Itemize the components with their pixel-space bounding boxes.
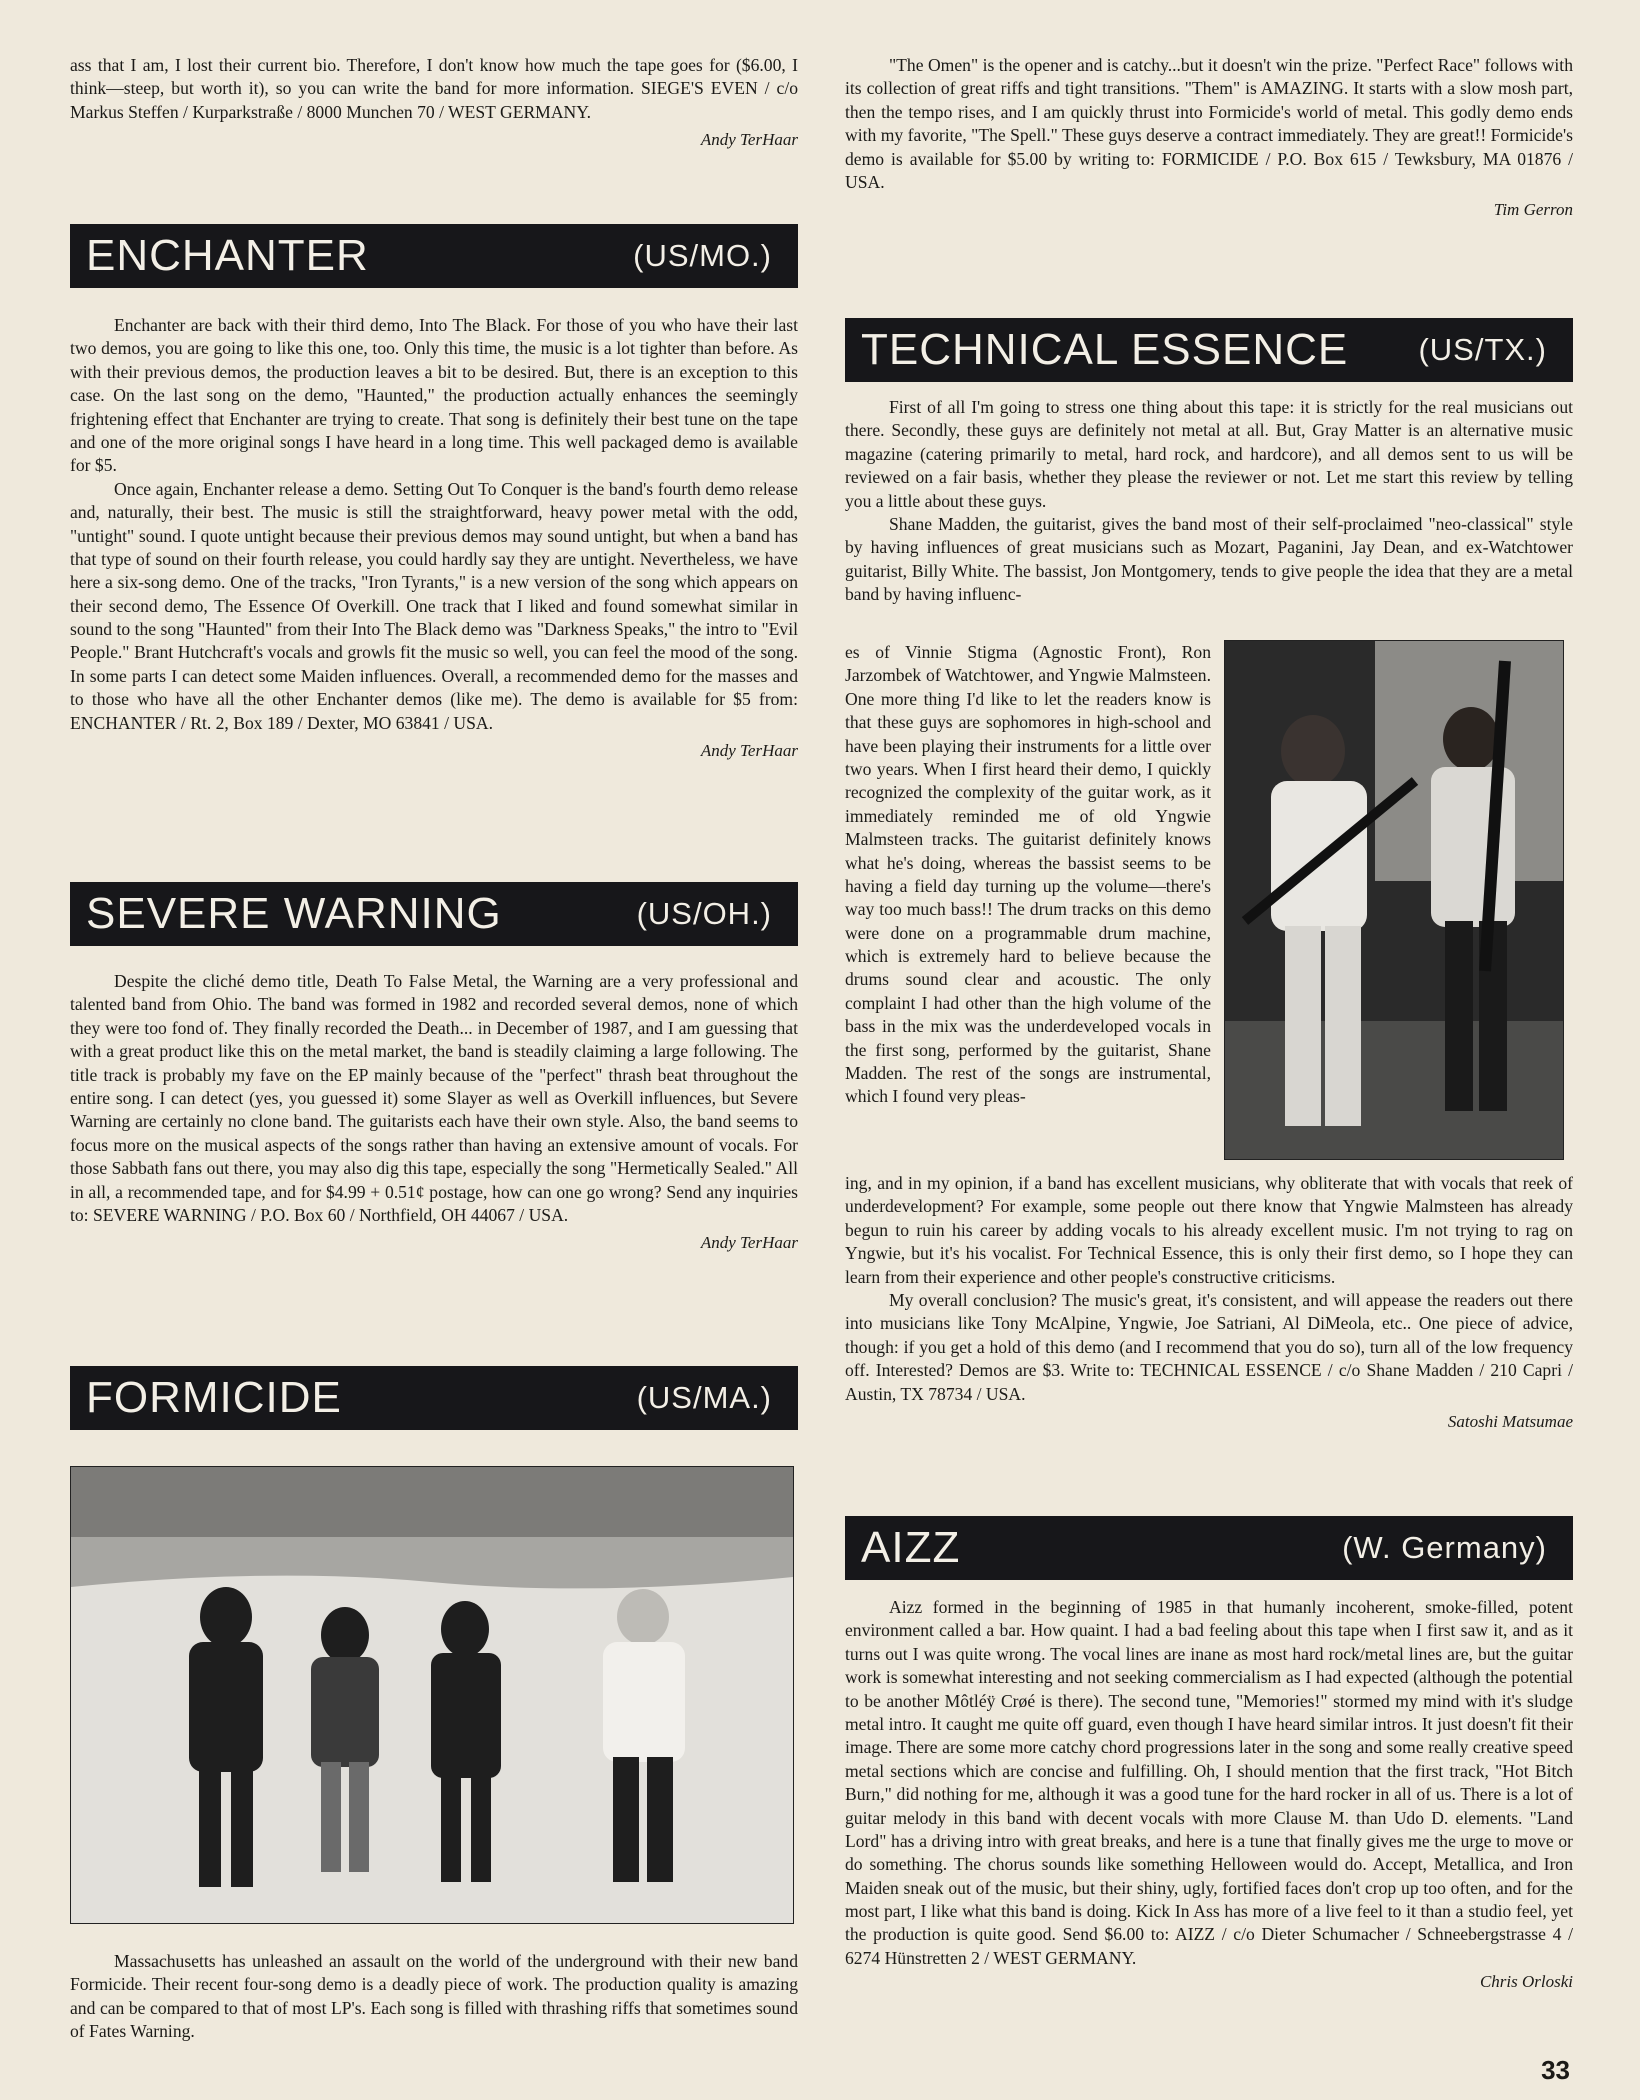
band-location: (US/TX.)	[1418, 332, 1547, 367]
review-paragraph: First of all I'm going to stress one thing about this tape: it is strictly for the real musicians out there. Secondly, these guys are definitely not metal at all. But, Gray Matter is an alternative music magazine (catering primarily to metal, hard rock, and hardcore), and all demos sent to us will be reviewed on a fair basis, whether they please the reviewer or not. Let me start this review by telling you a little about these guys.	[845, 397, 1573, 511]
band-location: (US/OH.)	[636, 896, 772, 931]
technical-essence-wrap-text	[845, 641, 1211, 1109]
formicide-review-start	[70, 1950, 798, 2044]
review-paragraph: Despite the cliché demo title, Death To False Metal, the Warning are a very professional and talented band from Ohio. The band was formed in 1982 and recorded several demos, none of which they were too fond of. They finally recorded the Death... in December of 1987, and I am guessing that with a great product like this on the metal market, the band is steadily claiming a large following. The title track is probably my fave on the EP mainly because of the "perfect" thrash beat throughout the entire song. I can detect (yes, you guessed it) some Slayer as well as Overkill influences, but Severe Warning are certainly no clone band. The guitarists each have their own style. Also, the band seems to focus more on the musical aspects of the songs rather than having an extensive amount of vocals. For those Sabbath fans out there, you may also dig this tape, especially the song "Hermetically Sealed." All in all, a recommended tape, and for $4.99 + 0.51¢ postage, how can one go wrong? Send any inquiries to: SEVERE WARNING / P.O. Box 60 / Northfield, OH 44067 / USA.	[70, 971, 798, 1225]
band-photo-image	[71, 1467, 793, 1923]
technical-essence-header	[845, 318, 1573, 382]
review-paragraph: Enchanter are back with their third demo, Into The Black. For those of you who have their last two demos, you are going to like this one, too. Only this time, the music is a lot tighter than before. As with their previous demos, the production leaves a bit to be desired. But, there is an exception to this case. On the last song on the demo, "Haunted," the production actually enhances the seemingly frightening effect that Enchanter are trying to create. That song is definitely their best tune on the tape and one of the more original songs I have heard in a long time. This well packaged demo is available for $5.	[70, 315, 798, 476]
review-paragraph: ing, and in my opinion, if a band has excellent musicians, why obliterate that with vocals that reek of underdevelopment? For example, some people out there know that Yngwie Malmsteen has already begun to ruin his career by adding vocals to his already excellent music. I'm not trying to rag on Yngwie, but it's his vocalist. For Technical Essence, this is only their first demo, so I hope they can learn from their experience and other people's constructive criticisms.	[845, 1173, 1573, 1287]
byline: Andy TerHaar	[700, 741, 798, 761]
formicide-band-photo	[70, 1466, 794, 1924]
technical-essence-review	[845, 396, 1573, 607]
page-number: 33	[1541, 2055, 1570, 2085]
formicide-review-end	[845, 54, 1573, 220]
band-name: TECHNICAL ESSENCE	[861, 325, 1349, 374]
review-paragraph: Once again, Enchanter release a demo. Setting Out To Conquer is the band's fourth demo release and, naturally, their best. The music is still the straightforward, heavy power metal with the odd, "untight" sound. I quote untight because their previous demos may sound untight, but when a band has that type of sound on their fourth release, you could hardly say they are untight. Nevertheless, we have here a six-song demo. One of the tracks, "Iron Tyrants," is a new version of the song which appears on their second demo, The Essence Of Overkill. One track that I liked and found somewhat similar in sound to the song "Haunted" from their Into The Black demo was "Darkness Speaks," the intro to "Evil People." Brant Hutchcraft's vocals and growls fit the music so well, you can feel the mood of the song. In some parts I can detect some Maiden influences. Overall, a recommended demo for the masses and to those who have all the other Enchanter demos (like me). The demo is available for $5 from: ENCHANTER / Rt. 2, Box 189 / Dexter, MO 63841 / USA.	[70, 478, 798, 733]
formicide-header	[70, 1366, 798, 1430]
review-paragraph: My overall conclusion? The music's great, it's consistent, and will appease the readers out there into musicians like Tony McAlpine, Yngwie, Joe Satriani, Al DiMeola, etc.. One piece of advice, though: if you get a hold of this demo (and I recommend that you do so), turn all of the low frequency off. Interested? Demos are $3. Write to: TECHNICAL ESSENCE / c/o Shane Madden / 210 Capri / Austin, TX 78734 / USA.	[845, 1289, 1573, 1404]
aizz-header	[845, 1516, 1573, 1580]
band-location: (US/MA.)	[636, 1380, 772, 1415]
review-paragraph: Aizz formed in the beginning of 1985 in that humanly incoherent, smoke-filled, potent environment called a bar. How quaint. I had a bad feeling about this tape when I first saw it, and as it turns out I was quite wrong. The vocal lines are inane as most hard rock/metal lines are, but the guitar work is somewhat interesting and not seeking commercialism as I had expected (although the potential to be another Môtléÿ Crøé is there). The second tune, "Memories!" stormed my mind with it's sludge metal intro. It caught me quite off guard, even though I have heard similar intros. It just doesn't fit their image. There are some more catchy chord progressions later in the song and some really creative speed metal sections which are concise and fulfilling. Oh, I should mention that the first track, "Hot Bitch Burn," did nothing for me, although it was a good tune for the hard rocker in all of us. There is a lot of guitar melody in this band with decent vocals with more Clause M. than Udo D. elements. "Land Lord" has a driving intro with great breaks, and here is a tune that finally gives me the urge to move or do something. The chorus sounds like something Helloween would do. Accept, Metallica, and Iron Maiden sneak out of the music, but their shiny, ugly, fortified faces don't crop up too often, and for the most part, I like what this band is doing. Kick In Ass has more of a live feel to it than a studio feel, yet the production is quite good. Send $6.00 to: AIZZ / c/o Dieter Schumacher / Schneebergstrasse 4 / 6274 Hünstretten 2 / WEST GERMANY.	[845, 1597, 1573, 1968]
severe-warning-review	[70, 970, 798, 1253]
review-paragraph: es of Vinnie Stigma (Agnostic Front), Ron Jarzombek of Watchtower, and Yngwie Malmsteen. One more thing I'd like to let the readers know is that these guys are sophomores in high-school and have been playing their instruments for a little over two years. When I first heard their demo, I quickly recognized the complexity of the guitar work, as it immediately reminded me of old Yngwie Malmsteen tracks. The guitarist definitely knows what he's doing, whereas the bassist seems to be having a field day turning up the volume—there's way too much bass!! The drum tracks on this demo were done on a programmable drum machine, which is extremely hard to believe because the drums sound clear and acoustic. The only complaint I had other than the high volume of the bass in the mix was the underdeveloped vocals in the first song, performed by the guitarist, Shane Madden. The rest of the songs are instrumental, which I found very pleas-	[845, 642, 1211, 1107]
siege-even-review-end	[70, 54, 798, 150]
band-location: (W. Germany)	[1342, 1530, 1547, 1565]
band-location: (US/MO.)	[633, 238, 772, 273]
severe-warning-header	[70, 882, 798, 946]
byline: Andy TerHaar	[700, 130, 798, 150]
byline: Satoshi Matsumae	[1447, 1411, 1573, 1431]
review-paragraph: "The Omen" is the opener and is catchy...but it doesn't win the prize. "Perfect Race" follows with its collection of great riffs and tight transitions. "Them" is AMAZING. It starts with a slow mosh part, then the tempo rises, and I am quickly thrust into Formicide's world of metal. This godly demo ends with my favorite, "The Spell." These guys deserve a contract immediately. They are great!! Formicide's demo is available for $5.00 by writing to: FORMICIDE / P.O. Box 615 / Tewksbury, MA 01876 / USA.	[845, 55, 1573, 192]
review-paragraph: Massachusetts has unleashed an assault on the world of the underground with their new band Formicide. Their recent four-song demo is a deadly piece of work. The production quality is amazing and can be compared to that of most LP's. Each song is filled with thrashing riffs that sometimes sound of Fates Warning.	[70, 1951, 798, 2042]
aizz-review	[845, 1596, 1573, 1992]
byline: Tim Gerron	[1493, 200, 1573, 220]
band-name: FORMICIDE	[86, 1373, 342, 1422]
band-name: SEVERE WARNING	[86, 889, 502, 938]
enchanter-header	[70, 224, 798, 288]
technical-essence-review-cont	[845, 1172, 1573, 1432]
band-photo-image	[1225, 641, 1563, 1159]
technical-essence-band-photo	[1224, 640, 1564, 1160]
byline: Chris Orloski	[1479, 1972, 1573, 1992]
review-text: ass that I am, I lost their current bio. Therefore, I don't know how much the tape goes for ($6.00, I think—steep, but worth it), so you can write the band for more information. SIEGE'S EVEN / c/o Markus Steffen / Kurparkstraße / 8000 Munchen 70 / WEST GERMANY.	[70, 55, 798, 122]
review-paragraph: Shane Madden, the guitarist, gives the band most of their self-proclaimed "neo-classical" style by having influences of great musicians such as Mozart, Paganini, Jay Dean, and ex-Watchtower guitarist, Billy White. The bassist, Jon Montgomery, tends to give people the idea that they are a metal band by having influenc-	[845, 513, 1573, 605]
enchanter-review	[70, 314, 798, 761]
band-name: ENCHANTER	[86, 231, 369, 280]
byline: Andy TerHaar	[700, 1233, 798, 1253]
band-name: AIZZ	[861, 1523, 961, 1572]
